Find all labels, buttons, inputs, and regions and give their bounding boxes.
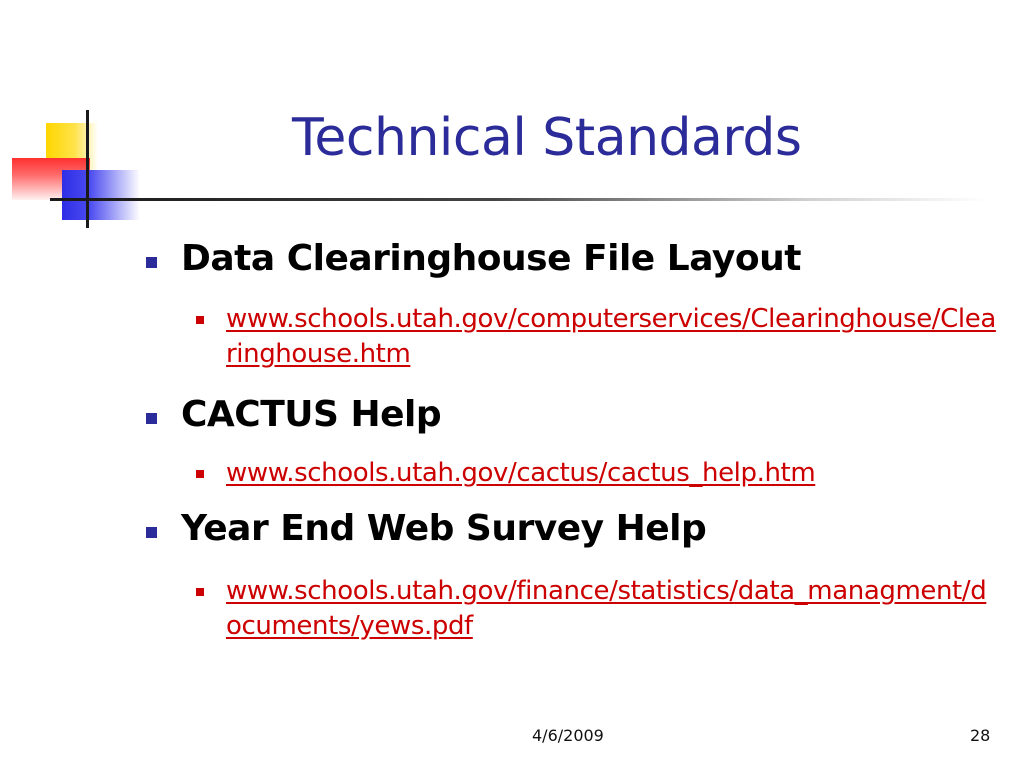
bullet-item-year-end-survey: [146, 508, 706, 549]
footer-date: 4/6/2009: [532, 726, 604, 745]
small-square-bullet-icon: [196, 316, 204, 324]
small-square-bullet-icon: [196, 588, 204, 596]
bullet-item-data-clearinghouse: [146, 238, 801, 279]
bullet-heading: CACTUS Help: [181, 394, 442, 435]
clearinghouse-link[interactable]: www.schools.utah.gov/computerservices/Clearinghouse/Clearinghouse.htm: [226, 304, 996, 369]
bullet-heading: Year End Web Survey Help: [181, 508, 707, 549]
sub-bullet-link-clearinghouse: [196, 302, 996, 372]
square-bullet-icon: [146, 527, 157, 538]
sub-bullet-link-yews: [196, 574, 996, 644]
bullet-item-cactus-help: [146, 394, 441, 435]
slide-title: Technical Standards: [292, 108, 802, 168]
square-bullet-icon: [146, 413, 157, 424]
cactus-help-link[interactable]: www.schools.utah.gov/cactus/cactus_help.htm: [226, 458, 816, 488]
square-bullet-icon: [146, 257, 157, 268]
sub-bullet-link-cactus: [196, 456, 996, 491]
footer-page-number: 28: [970, 726, 991, 745]
yews-pdf-link[interactable]: www.schools.utah.gov/finance/statistics/data_managment/documents/yews.pdf: [226, 576, 987, 641]
bullet-heading: Data Clearinghouse File Layout: [181, 238, 801, 279]
small-square-bullet-icon: [196, 470, 204, 478]
